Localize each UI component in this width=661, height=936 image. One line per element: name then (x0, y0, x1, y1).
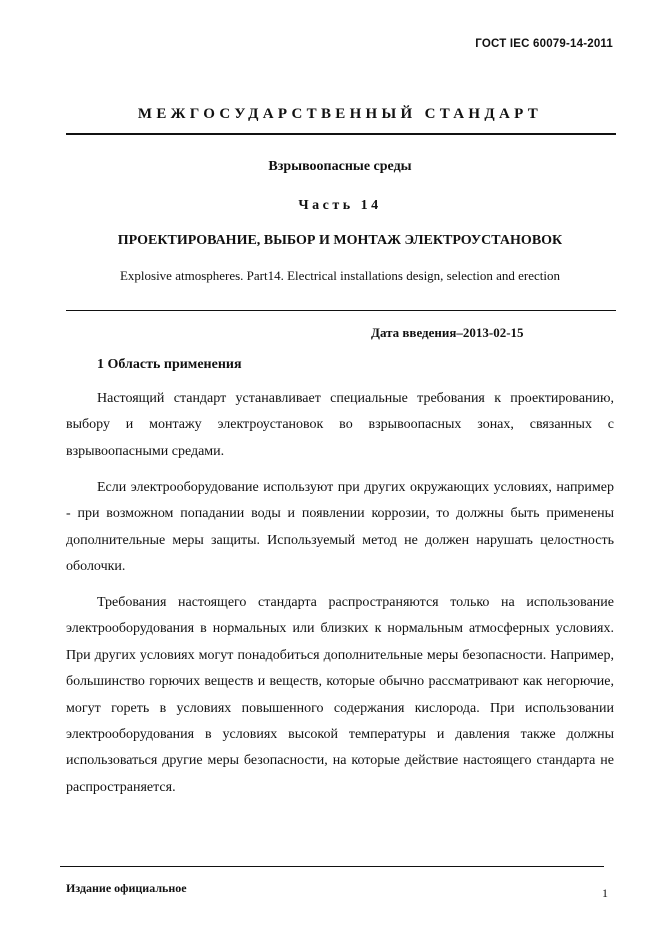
paragraph-2: Если электрооборудование используют при других окружающих условиях, например - при возможном попадании воды и появлении коррозии, то должны быть применены дополнительные меры защиты. Используемый метод не должен нарушать целостность оболочки. (66, 480, 614, 575)
paragraph-1: Настоящий стандарт устанавливает специальные требования к проектированию, выбору и монтажу электроустановок во взрывоопасных зонах, связанных с взрывоопасными средами. (66, 391, 614, 459)
section-title: 1 Область применения (97, 357, 242, 372)
introduction-date: Дата введения–2013-02-15 (371, 325, 524, 340)
header-divider (66, 133, 616, 135)
document-code: ГОСТ IEC 60079-14-2011 (475, 38, 613, 50)
part-number: Часть 14 (298, 198, 382, 213)
page-number: 1 (602, 886, 608, 900)
footer-divider (60, 866, 604, 867)
title-russian: Взрывоопасные среды (268, 159, 412, 174)
standard-type-heading: МЕЖГОСУДАРСТВЕННЫЙ СТАНДАРТ (137, 106, 543, 122)
subtitle: ПРОЕКТИРОВАНИЕ, ВЫБОР И МОНТАЖ ЭЛЕКТРОУСТАНОВОК (117, 233, 563, 248)
edition-note: Издание официальное (66, 881, 187, 895)
title-english: Explosive atmospheres. Part14. Electrical installations design, selection and erection (119, 268, 561, 283)
title-divider (66, 310, 616, 311)
paragraph-3: Требования настоящего стандарта распространяются только на использование электрооборудования в нормальных или близких к нормальным атмосферных условиях. При других условиях могут понадобиться дополнительные меры безопасности. Например, большинство горючих веществ и веществ, которые обычно рассматривают как негорючие, могут гореть в условиях повышенного содержания кислорода. При использовании электрооборудования в условиях высокой температуры и давления также должны использоваться другие меры безопасности, на которые действие настоящего стандарта не распространяется. (66, 595, 614, 795)
